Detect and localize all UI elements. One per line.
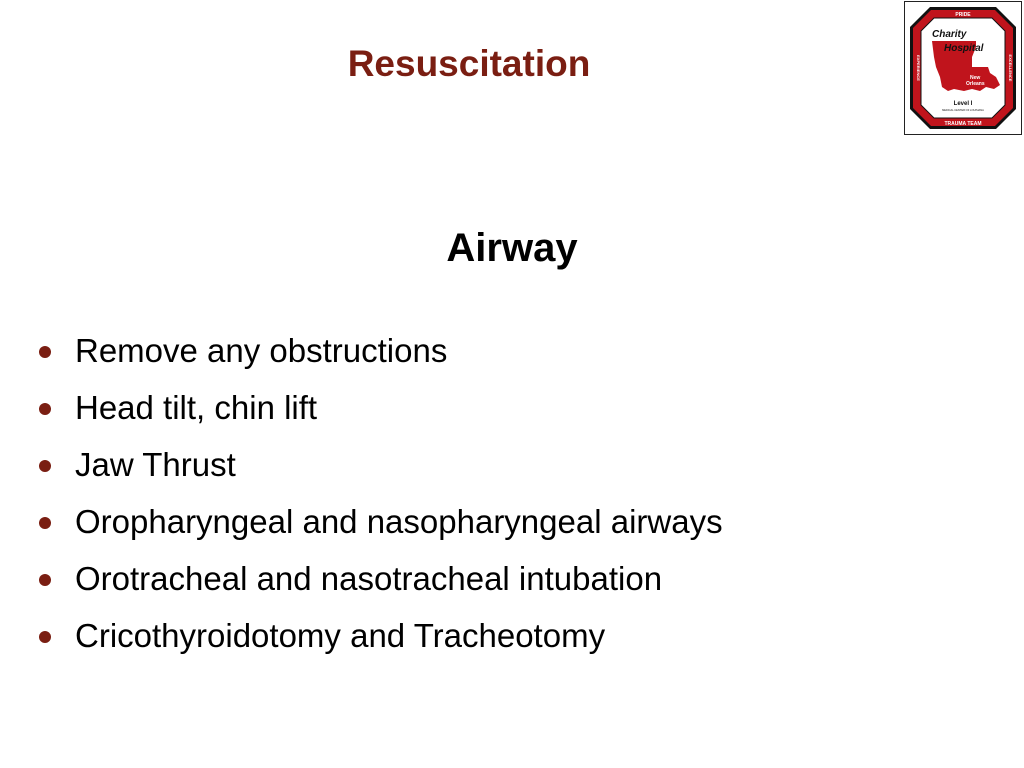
logo-name-line1: Charity xyxy=(932,29,967,40)
bullet-text: Oropharyngeal and nasopharyngeal airways xyxy=(75,503,723,540)
logo-city-line1: New xyxy=(970,75,981,81)
bullet-text: Remove any obstructions xyxy=(75,332,448,369)
bullet-text: Jaw Thrust xyxy=(75,446,236,483)
bullet-text: Cricothyroidotomy and Tracheotomy xyxy=(75,617,606,654)
logo xyxy=(904,1,1022,135)
bullet-dot-icon xyxy=(39,346,51,358)
logo-text-top: PRIDE xyxy=(955,12,971,18)
bullet-dot-icon xyxy=(39,631,51,643)
bullet-dot-icon xyxy=(39,460,51,472)
bullet-dot-icon xyxy=(39,517,51,529)
bullet-dot-icon xyxy=(39,403,51,415)
section-title: Airway xyxy=(446,226,578,270)
logo-city-line2: Orleans xyxy=(966,81,985,87)
logo-text-bottom: TRAUMA TEAM xyxy=(944,121,982,127)
bullet-text: Head tilt, chin lift xyxy=(75,389,318,426)
logo-name-line2: Hospital xyxy=(944,43,984,54)
logo-text-right: EXCELLENCE xyxy=(1008,54,1013,82)
bullet-text: Orotracheal and nasotracheal intubation xyxy=(75,560,663,597)
bullet-dot-icon xyxy=(39,574,51,586)
slide-header-title: Resuscitation xyxy=(347,43,591,84)
logo-subtitle: MEDICAL CENTER OF LOUISIANA xyxy=(942,109,984,112)
logo-text-left: EXPERIENCE xyxy=(916,55,921,81)
logo-level: Level I xyxy=(953,101,973,107)
charity-hospital-seal-icon xyxy=(910,7,1016,129)
